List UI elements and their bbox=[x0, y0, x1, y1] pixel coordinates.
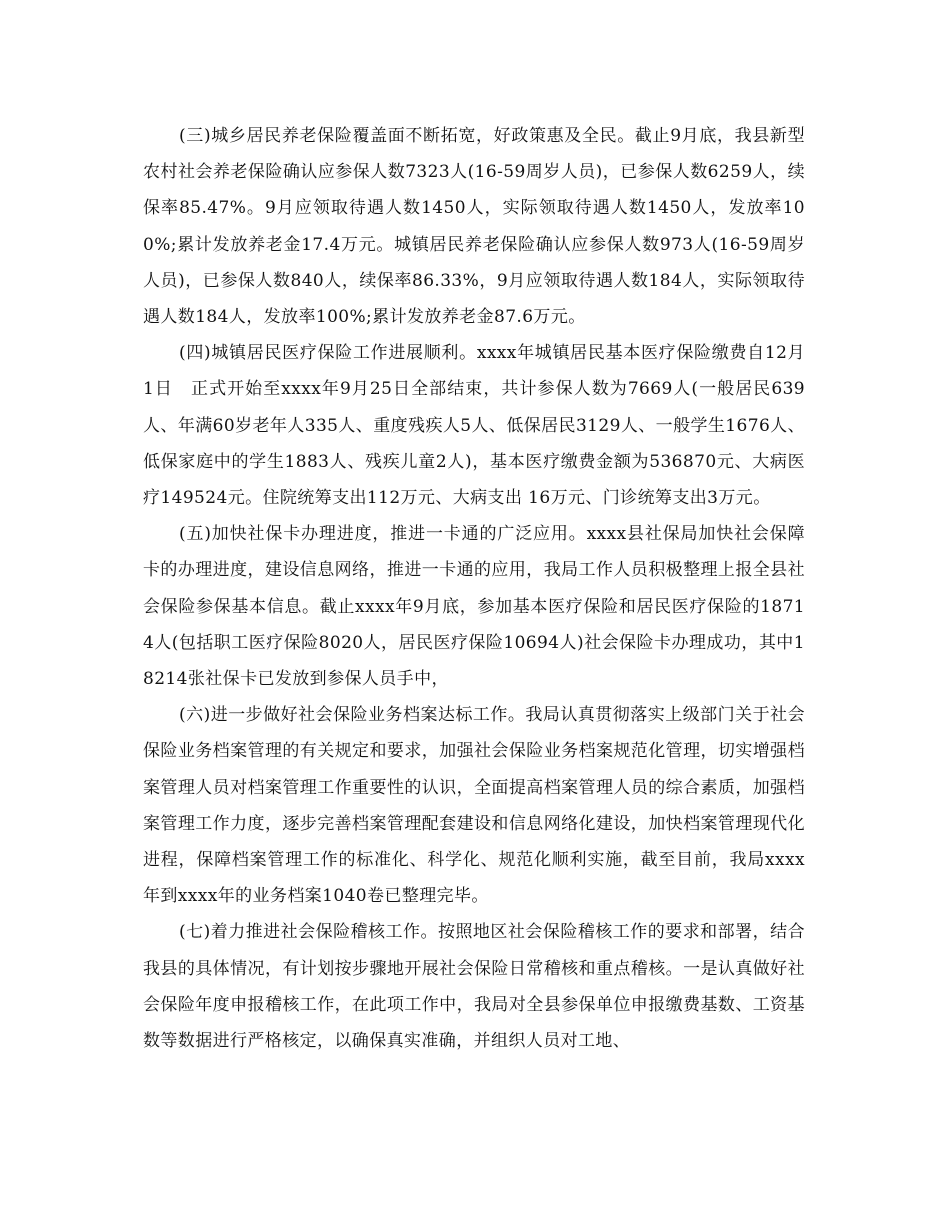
paragraph-social-security-card: (五)加快社保卡办理进度，推进一卡通的广泛应用。xxxx县社保局加快社会保障卡的办理进度，建设信息网络，推进一卡通的应用，我局工作人员积极整理上报全县社会保险参保基本信息。截止xxxx年9月底，参加基本医疗保险和居民医疗保险的18714人(包括职工医疗保险8020人，居民医疗保险10694人)社会保险卡办理成功，其中18214张社保卡已发放到参保人员手中， bbox=[143, 524, 805, 690]
document-body bbox=[143, 118, 805, 1059]
paragraph-archive-management: (六)进一步做好社会保险业务档案达标工作。我局认真贯彻落实上级部门关于社会保险业务档案管理的有关规定和要求，加强社会保险业务档案规范化管理，切实增强档案管理人员对档案管理工作重要性的认识，全面提高档案管理人员的综合素质，加强档案管理工作力度，逐步完善档案管理配套建设和信息网络化建设，加快档案管理现代化进程，保障档案管理工作的标准化、科学化、规范化顺利实施，截至目前，我局xxxx年到xxxx年的业务档案1040卷已整理完毕。 bbox=[143, 705, 805, 907]
paragraph-pension-coverage: (三)城乡居民养老保险覆盖面不断拓宽，好政策惠及全民。截止9月底，我县新型农村社会养老保险确认应参保人数7323人(16-59周岁人员)，已参保人数6259人，续保率85.47%。9月应领取待遇人数1450人，实际领取待遇人数1450人，发放率100%;累计发放养老金17.4万元。城镇居民养老保险确认应参保人数973人(16-59周岁人员)，已参保人数840人，续保率86.33%，9月应领取待遇人数184人，实际领取待遇人数184人，发放率100%;累计发放养老金87.6万元。 bbox=[143, 126, 805, 328]
paragraph-medical-insurance: (四)城镇居民医疗保险工作进展顺利。xxxx年城镇居民基本医疗保险缴费自12月1日 正式开始至xxxx年9月25日全部结束，共计参保人数为7669人(一般居民639人、年满60岁老年人335人、重度残疾人5人、低保居民3129人、一般学生1676人、低保家庭中的学生1883人、残疾儿童2人)，基本医疗缴费金额为536870元、大病医疗149524元。住院统筹支出112万元、大病支出 16万元、门诊统筹支出3万元。 bbox=[143, 343, 805, 509]
paragraph-audit-work: (七)着力推进社会保险稽核工作。按照地区社会保险稽核工作的要求和部署，结合我县的具体情况，有计划按步骤地开展社会保险日常稽核和重点稽核。一是认真做好社会保险年度申报稽核工作，在此项工作中，我局对全县参保单位申报缴费基数、工资基数等数据进行严格核定，以确保真实准确，并组织人员对工地、 bbox=[143, 922, 805, 1052]
